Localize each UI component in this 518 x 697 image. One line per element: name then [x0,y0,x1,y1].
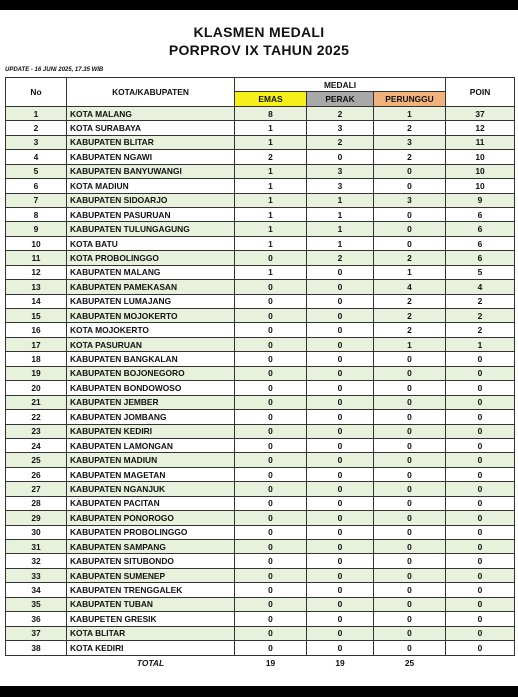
header-medali: MEDALI [235,78,446,92]
table-row [6,568,515,582]
row-name: KABUPATEN PACITAN [67,496,235,510]
row-perunggu: 0 [374,496,446,510]
row-emas: 1 [235,236,307,250]
row-emas: 1 [235,193,307,207]
row-perunggu: 2 [374,251,446,265]
row-poin: 0 [446,554,515,568]
row-name: KOTA KEDIRI [67,641,235,655]
row-emas: 1 [235,207,307,221]
row-name: KABUPATEN BANYUWANGI [67,164,235,178]
table-row [6,583,515,597]
row-no: 17 [6,337,67,351]
row-no: 6 [6,179,67,193]
row-perak: 0 [307,352,374,366]
row-no: 3 [6,135,67,149]
row-perunggu: 2 [374,323,446,337]
row-no: 30 [6,525,67,539]
row-poin: 0 [446,381,515,395]
row-perak: 0 [307,641,374,655]
row-perak: 1 [307,193,374,207]
row-poin: 0 [446,467,515,481]
row-poin: 4 [446,280,515,294]
table-row [6,150,515,164]
row-no: 14 [6,294,67,308]
row-poin: 0 [446,568,515,582]
table-row [6,612,515,626]
row-no: 22 [6,410,67,424]
row-emas: 1 [235,121,307,135]
row-poin: 6 [446,236,515,250]
row-perak: 0 [307,554,374,568]
row-emas: 2 [235,150,307,164]
table-row [6,294,515,308]
row-emas: 0 [235,641,307,655]
row-perunggu: 2 [374,150,446,164]
table-row [6,395,515,409]
document-page [0,10,518,686]
row-no: 12 [6,265,67,279]
row-perak: 0 [307,612,374,626]
table-row [6,641,515,655]
table-row [6,309,515,323]
row-no: 25 [6,453,67,467]
total-spacer [6,655,67,670]
row-no: 15 [6,309,67,323]
table-row [6,511,515,525]
row-name: KABUPATEN BANGKALAN [67,352,235,366]
table-row [6,106,515,120]
row-emas: 0 [235,424,307,438]
table-row [6,424,515,438]
row-perak: 0 [307,309,374,323]
row-perak: 0 [307,424,374,438]
table-row [6,207,515,221]
row-perunggu: 0 [374,554,446,568]
row-perunggu: 0 [374,453,446,467]
table-row [6,453,515,467]
row-perak: 3 [307,164,374,178]
row-perak: 0 [307,323,374,337]
row-perunggu: 0 [374,236,446,250]
header-perak: PERAK [307,92,374,106]
row-no: 11 [6,251,67,265]
table-body [6,106,515,655]
table-row [6,496,515,510]
row-poin: 9 [446,193,515,207]
row-name: KABUPATEN SAMPANG [67,540,235,554]
row-perunggu: 0 [374,164,446,178]
row-poin: 1 [446,337,515,351]
row-name: KOTA BLITAR [67,626,235,640]
row-poin: 0 [446,366,515,380]
row-perak: 1 [307,236,374,250]
row-name: KABUPATEN SIDOARJO [67,193,235,207]
row-emas: 1 [235,135,307,149]
row-no: 35 [6,597,67,611]
row-name: KABUPATEN MALANG [67,265,235,279]
row-name: KOTA MOJOKERTO [67,323,235,337]
row-emas: 0 [235,568,307,582]
row-name: KABUPATEN MADIUN [67,453,235,467]
row-perunggu: 0 [374,438,446,452]
row-name: KABUPATEN SUMENEP [67,568,235,582]
row-perunggu: 0 [374,568,446,582]
row-no: 4 [6,150,67,164]
row-name: KABUPATEN PAMEKASAN [67,280,235,294]
row-poin: 0 [446,352,515,366]
row-emas: 1 [235,265,307,279]
row-emas: 0 [235,554,307,568]
row-perak: 0 [307,410,374,424]
row-perunggu: 4 [374,280,446,294]
row-perunggu: 0 [374,612,446,626]
row-poin: 2 [446,323,515,337]
row-perak: 0 [307,337,374,351]
table-row [6,438,515,452]
row-emas: 0 [235,352,307,366]
row-no: 9 [6,222,67,236]
row-no: 1 [6,106,67,120]
row-name: KOTA MALANG [67,106,235,120]
row-emas: 0 [235,467,307,481]
row-perak: 2 [307,106,374,120]
row-perak: 0 [307,280,374,294]
row-no: 38 [6,641,67,655]
row-perak: 0 [307,265,374,279]
table-row [6,467,515,481]
row-poin: 0 [446,525,515,539]
row-emas: 0 [235,438,307,452]
row-poin: 10 [446,150,515,164]
row-name: KABUPATEN MAGETAN [67,467,235,481]
row-perunggu: 0 [374,482,446,496]
row-poin: 6 [446,222,515,236]
row-emas: 0 [235,511,307,525]
row-emas: 0 [235,525,307,539]
table-row [6,366,515,380]
row-emas: 0 [235,323,307,337]
row-emas: 1 [235,222,307,236]
row-emas: 0 [235,381,307,395]
row-name: KABUPATEN TUBAN [67,597,235,611]
row-perunggu: 0 [374,179,446,193]
row-perunggu: 1 [374,265,446,279]
row-name: KABUPATEN LUMAJANG [67,294,235,308]
table-row [6,265,515,279]
row-perunggu: 0 [374,222,446,236]
row-perak: 1 [307,222,374,236]
row-name: KOTA PASURUAN [67,337,235,351]
header-no: No [6,78,67,107]
row-perunggu: 3 [374,135,446,149]
row-emas: 1 [235,179,307,193]
row-poin: 0 [446,395,515,409]
row-no: 31 [6,540,67,554]
total-label: TOTAL [136,657,165,668]
row-poin: 0 [446,453,515,467]
row-perak: 0 [307,568,374,582]
total-poin-spacer [446,655,515,670]
row-emas: 0 [235,337,307,351]
row-perunggu: 2 [374,309,446,323]
row-no: 5 [6,164,67,178]
row-poin: 0 [446,482,515,496]
table-row [6,482,515,496]
row-no: 37 [6,626,67,640]
row-name: KABUPETEN GRESIK [67,612,235,626]
row-poin: 0 [446,540,515,554]
row-perak: 0 [307,525,374,539]
row-perunggu: 0 [374,395,446,409]
row-perak: 0 [307,453,374,467]
row-no: 34 [6,583,67,597]
row-perak: 2 [307,251,374,265]
table-row [6,337,515,351]
row-perak: 0 [307,395,374,409]
row-perunggu: 0 [374,583,446,597]
row-name: KABUPATEN PROBOLINGGO [67,525,235,539]
table-row [6,597,515,611]
row-perak: 0 [307,496,374,510]
row-name: KOTA PROBOLINGGO [67,251,235,265]
row-perak: 1 [307,207,374,221]
row-perak: 0 [307,597,374,611]
header-emas: EMAS [235,92,307,106]
table-row [6,121,515,135]
row-poin: 0 [446,597,515,611]
row-emas: 0 [235,626,307,640]
row-perunggu: 0 [374,424,446,438]
row-perunggu: 0 [374,540,446,554]
row-name: KABUPATEN SITUBONDO [67,554,235,568]
row-emas: 0 [235,251,307,265]
table-row [6,179,515,193]
row-emas: 0 [235,540,307,554]
row-no: 23 [6,424,67,438]
row-perak: 0 [307,511,374,525]
row-perak: 0 [307,540,374,554]
row-name: KABUPATEN TULUNGAGUNG [67,222,235,236]
row-poin: 0 [446,626,515,640]
row-name: KABUPATEN PASURUAN [67,207,235,221]
header-perunggu: PERUNGGU [374,92,446,106]
row-poin: 2 [446,294,515,308]
row-no: 21 [6,395,67,409]
row-name: KOTA BATU [67,236,235,250]
row-perunggu: 0 [374,366,446,380]
row-perunggu: 2 [374,121,446,135]
row-no: 27 [6,482,67,496]
table-row [6,525,515,539]
row-poin: 12 [446,121,515,135]
table-row [6,236,515,250]
row-perunggu: 0 [374,641,446,655]
header-kota: KOTA/KABUPATEN [67,78,235,107]
row-emas: 0 [235,496,307,510]
row-perak: 0 [307,467,374,481]
row-emas: 0 [235,309,307,323]
table-row [6,554,515,568]
header-poin: POIN [446,78,515,107]
row-perak: 0 [307,366,374,380]
row-perunggu: 0 [374,352,446,366]
row-poin: 0 [446,496,515,510]
row-poin: 2 [446,309,515,323]
row-perak: 0 [307,438,374,452]
row-name: KABUPATEN NGAWI [67,150,235,164]
row-perunggu: 1 [374,106,446,120]
row-perak: 3 [307,121,374,135]
table-row [6,193,515,207]
table-row [6,410,515,424]
row-perunggu: 3 [374,193,446,207]
row-name: KABUPATEN BOJONEGORO [67,366,235,380]
total-perunggu: 25 [404,657,415,668]
table-row [6,352,515,366]
row-emas: 0 [235,280,307,294]
row-perunggu: 0 [374,626,446,640]
row-emas: 0 [235,366,307,380]
row-perak: 0 [307,381,374,395]
row-poin: 0 [446,410,515,424]
row-poin: 10 [446,179,515,193]
row-emas: 0 [235,612,307,626]
row-no: 19 [6,366,67,380]
row-no: 18 [6,352,67,366]
row-no: 29 [6,511,67,525]
row-no: 16 [6,323,67,337]
row-poin: 11 [446,135,515,149]
table-row [6,280,515,294]
row-perunggu: 0 [374,381,446,395]
row-name: KABUPATEN LAMONGAN [67,438,235,452]
row-no: 20 [6,381,67,395]
row-perunggu: 0 [374,525,446,539]
row-poin: 0 [446,438,515,452]
row-poin: 37 [446,106,515,120]
row-poin: 0 [446,583,515,597]
row-perak: 0 [307,583,374,597]
row-name: KABUPATEN NGANJUK [67,482,235,496]
table-row [6,251,515,265]
total-row [6,655,515,670]
row-no: 24 [6,438,67,452]
row-emas: 1 [235,164,307,178]
row-no: 10 [6,236,67,250]
total-perak: 19 [335,657,345,668]
row-poin: 10 [446,164,515,178]
table-row [6,540,515,554]
row-emas: 0 [235,410,307,424]
row-name: KOTA MADIUN [67,179,235,193]
table-row [6,323,515,337]
row-perunggu: 0 [374,207,446,221]
row-perunggu: 2 [374,294,446,308]
medal-standings-table [5,77,515,670]
row-emas: 0 [235,482,307,496]
row-emas: 8 [235,106,307,120]
row-perunggu: 0 [374,410,446,424]
row-emas: 0 [235,453,307,467]
row-perak: 2 [307,135,374,149]
row-poin: 0 [446,511,515,525]
row-poin: 6 [446,251,515,265]
total-emas: 19 [265,657,276,668]
row-name: KABUPATEN BLITAR [67,135,235,149]
row-no: 8 [6,207,67,221]
title-line-1: KLASMEN MEDALI [193,24,325,40]
row-name: KABUPATEN JEMBER [67,395,235,409]
row-emas: 0 [235,294,307,308]
row-poin: 6 [446,207,515,221]
row-name: KABUPATEN TRENGGALEK [67,583,235,597]
row-no: 32 [6,554,67,568]
row-perak: 3 [307,179,374,193]
row-perak: 0 [307,294,374,308]
row-poin: 0 [446,424,515,438]
row-perak: 0 [307,150,374,164]
row-no: 33 [6,568,67,582]
row-no: 2 [6,121,67,135]
row-poin: 0 [446,612,515,626]
row-no: 13 [6,280,67,294]
row-no: 36 [6,612,67,626]
row-name: KABUPATEN KEDIRI [67,424,235,438]
row-perunggu: 0 [374,467,446,481]
row-poin: 0 [446,641,515,655]
row-emas: 0 [235,395,307,409]
table-row [6,164,515,178]
title-line-2: PORPROV IX TAHUN 2025 [168,42,350,58]
row-perunggu: 0 [374,511,446,525]
update-timestamp: UPDATE - 16 JUNI 2025, 17.35 WIB [5,67,104,73]
row-no: 7 [6,193,67,207]
row-perak: 0 [307,482,374,496]
row-name: KABUPATEN JOMBANG [67,410,235,424]
row-name: KOTA SURABAYA [67,121,235,135]
row-name: KABUPATEN MOJOKERTO [67,309,235,323]
row-name: KABUPATEN PONOROGO [67,511,235,525]
table-row [6,135,515,149]
row-poin: 5 [446,265,515,279]
row-emas: 0 [235,583,307,597]
row-perunggu: 1 [374,337,446,351]
row-emas: 0 [235,597,307,611]
table-row [6,381,515,395]
row-no: 26 [6,467,67,481]
table-row [6,626,515,640]
row-perak: 0 [307,626,374,640]
row-no: 28 [6,496,67,510]
row-name: KABUPATEN BONDOWOSO [67,381,235,395]
row-perunggu: 0 [374,597,446,611]
table-row [6,222,515,236]
